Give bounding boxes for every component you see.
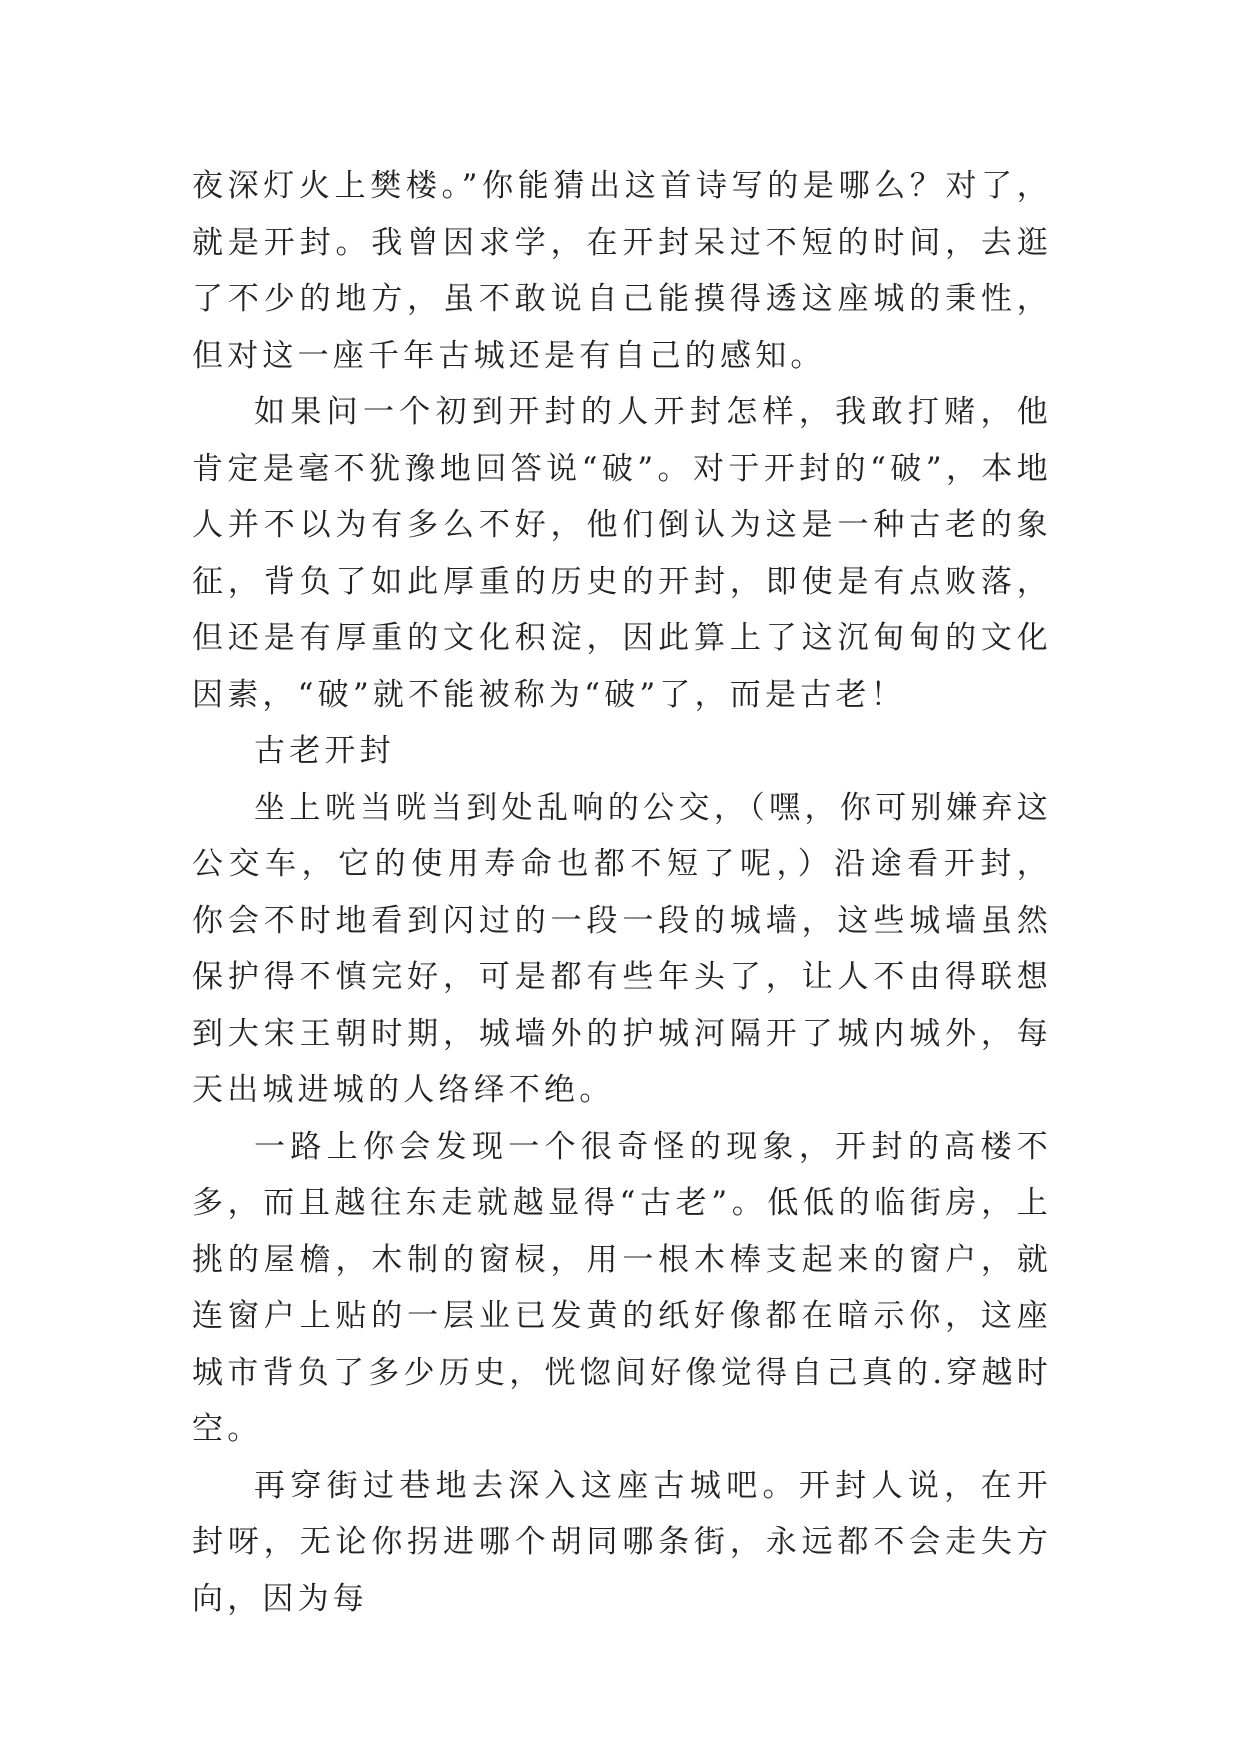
paragraph-2: 如果问一个初到开封的人开封怎样，我敢打赌，他肯定是毫不犹豫地回答说“破”。对于开封的“破”，本地人并不以为有多么不好，他们倒认为这是一种古老的象征，背负了如此厚重的历史的开封，即使是有点败落，但还是有厚重的文化积淀，因此算上了这沉甸甸的文化因素，“破”就不能被称为“破”了，而是古老！ <box>192 394 1052 713</box>
paragraph-1: 夜深灯火上樊楼。”你能猜出这首诗写的是哪么？对了，就是开封。我曾因求学，在开封呆过不短的时间，去逛了不少的地方，虽不敢说自己能摸得透这座城的秉性，但对这一座千年古城还是有自己的感知。 <box>192 168 1052 374</box>
document-body <box>192 158 1052 1627</box>
paragraph-5: 再穿街过巷地去深入这座古城吧。开封人说，在开封呀，无论你拐进哪个胡同哪条街，永远都不会走失方向，因为每 <box>192 1467 1052 1617</box>
section-heading: 古老开封 <box>254 733 395 769</box>
paragraph-4: 一路上你会发现一个很奇怪的现象，开封的高楼不多，而且越往东走就越显得“古老”。低低的临街房，上挑的屋檐，木制的窗棂，用一根木棒支起来的窗户，就连窗户上贴的一层业已发黄的纸好像都在暗示你，这座城市背负了多少历史，恍惚间好像觉得自己真的.穿越时空。 <box>192 1128 1052 1447</box>
paragraph-3: 坐上咣当咣当到处乱响的公交，（嘿，你可别嫌弃这公交车，它的使用寿命也都不短了呢，）沿途看开封，你会不时地看到闪过的一段一段的城墙，这些城墙虽然保护得不慎完好，可是都有些年头了，让人不由得联想到大宋王朝时期，城墙外的护城河隔开了城内城外，每天出城进城的人络绎不绝。 <box>192 789 1052 1108</box>
